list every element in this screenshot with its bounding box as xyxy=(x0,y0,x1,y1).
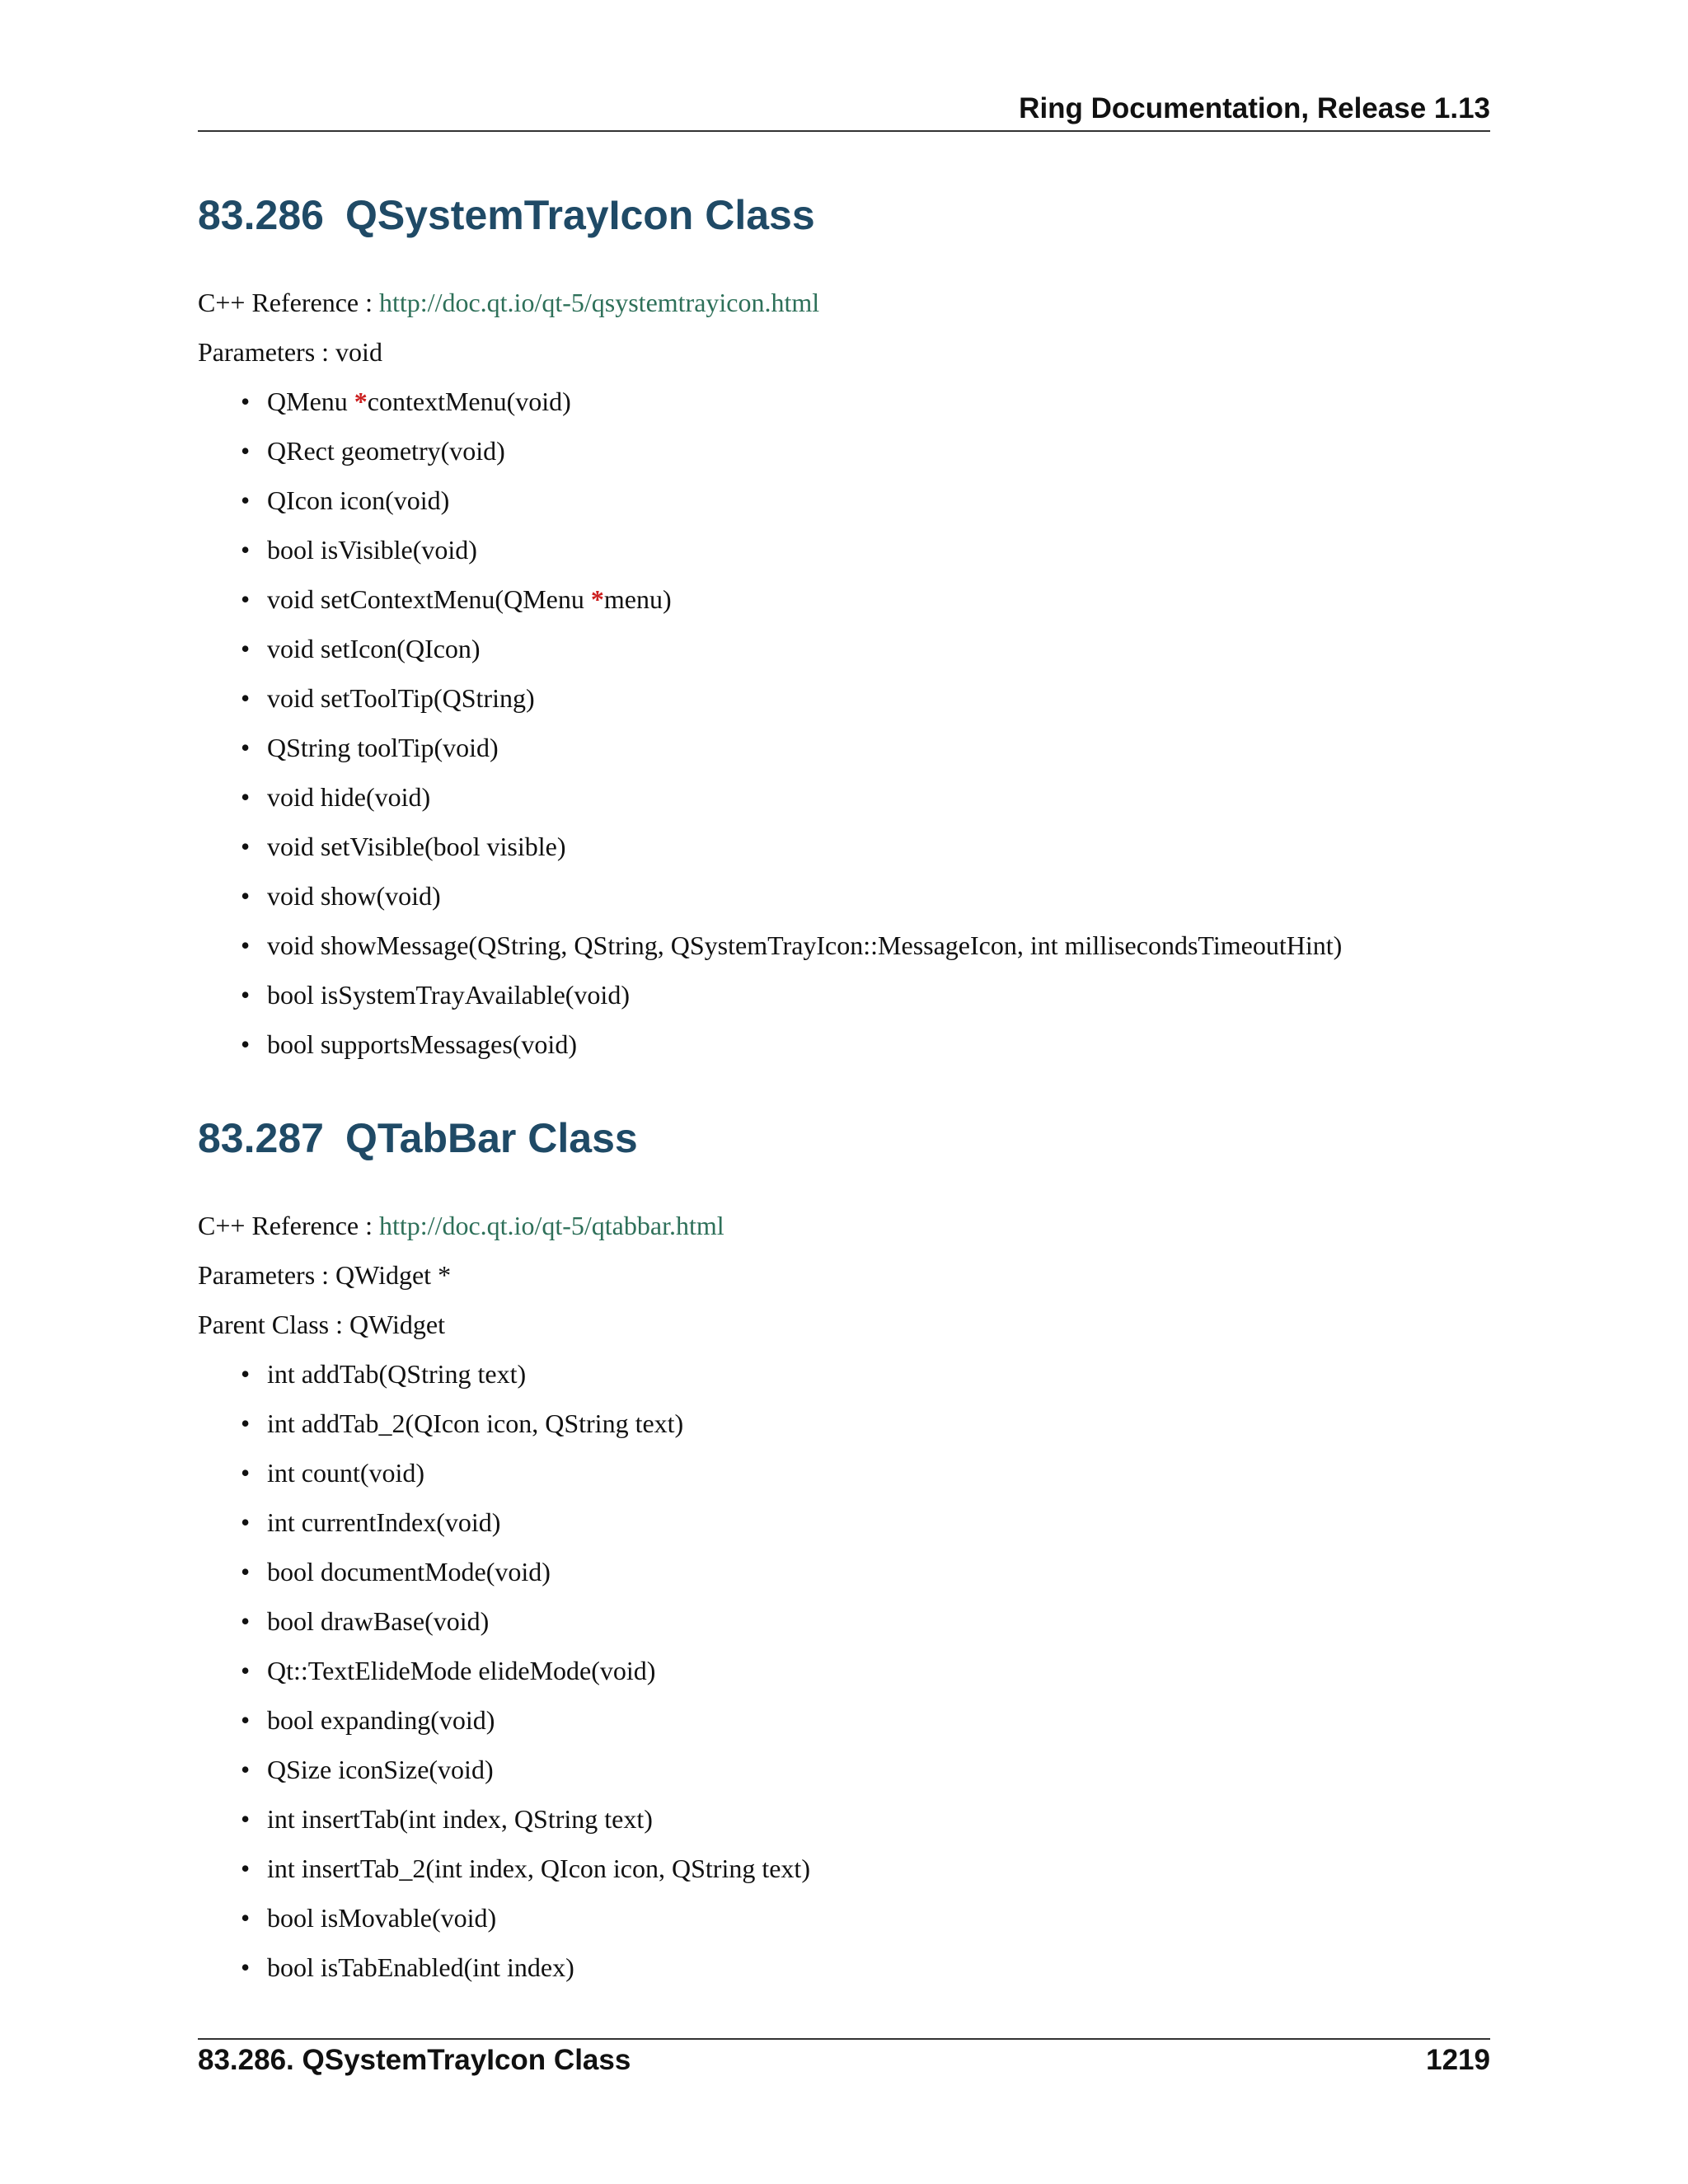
bullet-icon: • xyxy=(241,1656,251,1685)
bullet-icon: • xyxy=(241,1606,251,1636)
bullet-icon: • xyxy=(241,782,251,812)
method-signature: bool isMovable(void) xyxy=(267,1903,497,1933)
method-item xyxy=(198,632,1342,682)
method-item xyxy=(198,1753,810,1802)
method-item xyxy=(198,385,1342,434)
bullet-icon: • xyxy=(241,832,251,861)
bullet-icon: • xyxy=(241,1804,251,1834)
method-signature: void show(void) xyxy=(267,881,441,911)
pointer-star: * xyxy=(354,387,368,416)
cpp-reference-line xyxy=(198,1209,724,1242)
method-signature: QString toolTip(void) xyxy=(267,733,499,762)
bullet-icon: • xyxy=(241,930,251,960)
method-signature: bool supportsMessages(void) xyxy=(267,1029,577,1059)
page-number: 1219 xyxy=(1426,2044,1490,2076)
method-item xyxy=(198,1951,810,2000)
cpp-reference-line xyxy=(198,286,819,319)
method-item xyxy=(198,1654,810,1704)
method-signature: QSize iconSize(void) xyxy=(267,1755,494,1784)
method-signature: bool isSystemTrayAvailable(void) xyxy=(267,980,630,1010)
method-list-qtabbar xyxy=(198,1357,810,2000)
bullet-icon: • xyxy=(241,1705,251,1735)
reference-label: C++ Reference : xyxy=(198,1211,379,1240)
method-item xyxy=(198,1852,810,1901)
bullet-icon: • xyxy=(241,485,251,515)
method-signature: QIcon icon(void) xyxy=(267,485,450,515)
document-page xyxy=(198,0,1490,2184)
method-signature: bool isVisible(void) xyxy=(267,535,477,565)
method-item xyxy=(198,434,1342,484)
method-item xyxy=(198,1506,810,1555)
method-item xyxy=(198,929,1342,978)
method-signature: bool expanding(void) xyxy=(267,1705,495,1735)
header-rule xyxy=(198,130,1490,132)
running-header: Ring Documentation, Release 1.13 xyxy=(1019,92,1490,124)
method-item xyxy=(198,830,1342,879)
method-item xyxy=(198,1555,810,1605)
reference-label: C++ Reference : xyxy=(198,288,379,317)
section-heading-qsystemtrayicon xyxy=(198,191,815,239)
bullet-icon: • xyxy=(241,535,251,565)
method-item xyxy=(198,1605,810,1654)
bullet-icon: • xyxy=(241,1952,251,1982)
method-list-qsystemtrayicon xyxy=(198,385,1342,1077)
pointer-star: * xyxy=(590,584,604,614)
method-signature: void hide(void) xyxy=(267,782,431,812)
bullet-icon: • xyxy=(241,1408,251,1438)
section-number: 83.286 xyxy=(198,192,324,238)
parameters-line: Parameters : QWidget * xyxy=(198,1260,452,1290)
parent-class-line: Parent Class : QWidget xyxy=(198,1310,445,1339)
footer-section-label: 83.286. QSystemTrayIcon Class xyxy=(198,2044,631,2076)
footer-rule xyxy=(198,2038,1490,2040)
reference-link[interactable]: http://doc.qt.io/qt-5/qtabbar.html xyxy=(379,1211,724,1240)
method-signature: int addTab(QString text) xyxy=(267,1359,527,1389)
method-signature-rest: contextMenu(void) xyxy=(367,387,571,416)
method-signature: void setContextMenu(QMenu xyxy=(267,584,591,614)
method-signature: bool documentMode(void) xyxy=(267,1557,551,1586)
bullet-icon: • xyxy=(241,881,251,911)
method-signature: Qt::TextElideMode elideMode(void) xyxy=(267,1656,656,1685)
bullet-icon: • xyxy=(241,1903,251,1933)
method-signature: bool drawBase(void) xyxy=(267,1606,490,1636)
method-item xyxy=(198,1802,810,1852)
method-signature: QRect geometry(void) xyxy=(267,436,505,466)
bullet-icon: • xyxy=(241,1507,251,1537)
bullet-icon: • xyxy=(241,683,251,713)
bullet-icon: • xyxy=(241,733,251,762)
method-item xyxy=(198,533,1342,583)
method-item xyxy=(198,978,1342,1028)
method-signature: int addTab_2(QIcon icon, QString text) xyxy=(267,1408,684,1438)
method-item xyxy=(198,484,1342,533)
method-signature: void setIcon(QIcon) xyxy=(267,634,481,663)
bullet-icon: • xyxy=(241,584,251,614)
section-heading-qtabbar xyxy=(198,1114,638,1162)
reference-link[interactable]: http://doc.qt.io/qt-5/qsystemtrayicon.html xyxy=(379,288,820,317)
bullet-icon: • xyxy=(241,436,251,466)
section-title: QSystemTrayIcon Class xyxy=(345,192,815,238)
method-signature: int count(void) xyxy=(267,1458,425,1488)
bullet-icon: • xyxy=(241,1359,251,1389)
method-signature: int currentIndex(void) xyxy=(267,1507,501,1537)
method-signature: bool isTabEnabled(int index) xyxy=(267,1952,574,1982)
bullet-icon: • xyxy=(241,387,251,416)
method-item xyxy=(198,583,1342,632)
method-item xyxy=(198,1357,810,1407)
method-signature: void setToolTip(QString) xyxy=(267,683,535,713)
method-item xyxy=(198,1407,810,1456)
method-item xyxy=(198,879,1342,929)
method-signature: int insertTab_2(int index, QIcon icon, QString text) xyxy=(267,1854,810,1883)
method-item xyxy=(198,1901,810,1951)
method-signature: int insertTab(int index, QString text) xyxy=(267,1804,653,1834)
method-signature: void setVisible(bool visible) xyxy=(267,832,566,861)
bullet-icon: • xyxy=(241,1557,251,1586)
bullet-icon: • xyxy=(241,1029,251,1059)
method-item xyxy=(198,1028,1342,1077)
bullet-icon: • xyxy=(241,1755,251,1784)
method-item xyxy=(198,1704,810,1753)
method-item xyxy=(198,731,1342,780)
method-item xyxy=(198,682,1342,731)
method-signature: void showMessage(QString, QString, QSystemTrayIcon::MessageIcon, int millisecondsTimeoutHint) xyxy=(267,930,1343,960)
section-number: 83.287 xyxy=(198,1115,324,1161)
method-signature-rest: menu) xyxy=(603,584,672,614)
bullet-icon: • xyxy=(241,1458,251,1488)
method-item xyxy=(198,780,1342,830)
parameters-line: Parameters : void xyxy=(198,337,382,367)
method-item xyxy=(198,1456,810,1506)
section-title: QTabBar Class xyxy=(345,1115,638,1161)
bullet-icon: • xyxy=(241,634,251,663)
method-signature: QMenu xyxy=(267,387,354,416)
bullet-icon: • xyxy=(241,1854,251,1883)
bullet-icon: • xyxy=(241,980,251,1010)
